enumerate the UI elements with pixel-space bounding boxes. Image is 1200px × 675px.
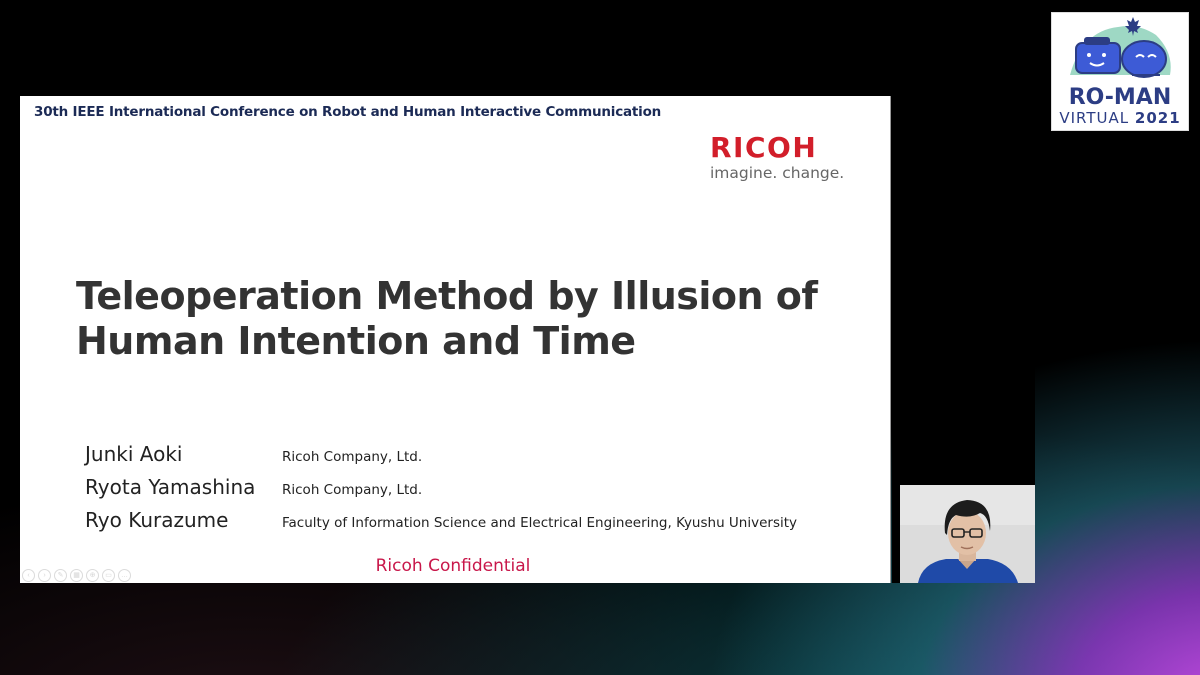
author-name: Ryota Yamashina: [85, 475, 256, 499]
badge-virtual-label: VIRTUAL: [1059, 109, 1130, 127]
slide-controls-icons[interactable]: [22, 569, 131, 582]
ricoh-logo: [710, 131, 845, 182]
author-name: Ryo Kurazume: [85, 508, 229, 532]
badge-title: RO-MAN: [1068, 85, 1172, 110]
pen-icon[interactable]: ✎: [54, 569, 67, 582]
zoom-icon[interactable]: ⊕: [86, 569, 99, 582]
slides-grid-icon[interactable]: ▦: [70, 569, 83, 582]
author-affiliation: Faculty of Information Science and Electrical Engineering, Kyushu University: [282, 515, 798, 531]
presentation-slide: [20, 96, 891, 583]
previous-slide-icon[interactable]: ‹: [22, 569, 35, 582]
more-options-icon[interactable]: …: [118, 569, 131, 582]
badge-subtitle: [1052, 110, 1188, 126]
presenter-video-icon: [900, 485, 1035, 583]
author-name: Junki Aoki: [85, 442, 183, 466]
ricoh-logo-word: RICOH: [710, 131, 818, 164]
slide-title-line-1: Teleoperation Method by Illusion of: [76, 274, 818, 318]
screen-icon[interactable]: ▭: [102, 569, 115, 582]
author-affiliation: Ricoh Company, Ltd.: [282, 482, 423, 498]
robot-mascot-icon: [1052, 13, 1188, 87]
confidential-footer: Ricoh Confidential: [375, 556, 531, 576]
author-affiliation: Ricoh Company, Ltd.: [282, 449, 423, 465]
badge-year: 2021: [1134, 109, 1181, 127]
ro-man-badge: [1051, 12, 1189, 131]
next-slide-icon[interactable]: ›: [38, 569, 51, 582]
presenter-webcam: [900, 485, 1035, 583]
conference-header: 30th IEEE International Conference on Robot and Human Interactive Communication: [34, 104, 662, 120]
slide-title: [76, 274, 836, 364]
ricoh-logo-tagline: imagine. change.: [710, 164, 845, 182]
slide-title-line-2: Human Intention and Time: [76, 319, 636, 363]
